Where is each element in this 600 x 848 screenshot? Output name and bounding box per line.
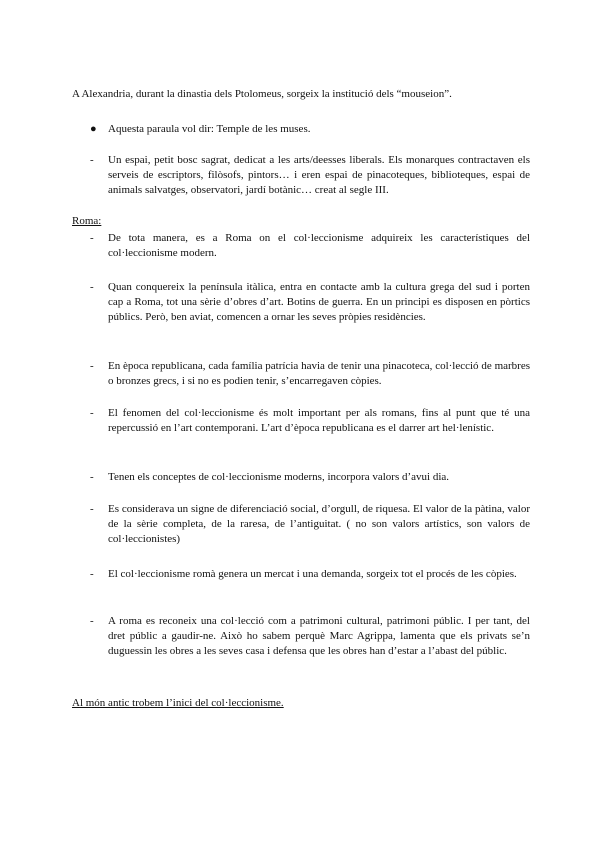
dash-marker: -: [90, 503, 94, 515]
list-item-text: Un espai, petit bosc sagrat, dedicat a les arts/deesses liberals. Els monarques contractaven els serveis de escriptors, filòsofs, pintors… i eren espai de pinacoteques, biblioteques, espai de animals salvatges, observatori, jardí botànic… creat al segle III.: [108, 154, 530, 196]
section-heading-roma: Roma:: [72, 215, 102, 227]
list-item-text: Es considerava un signe de diferenciació social, d’orgull, de riquesa. El valor de la pàtina, valor de la sèrie completa, de la raresa, de l’antiguitat. ( no son valors artístics, son valors de col·leccionistes): [108, 503, 530, 545]
list-item-text: El col·leccionisme romà genera un mercat i una demanda, sorgeix tot el procés de les còpies.: [108, 568, 517, 580]
dash-marker: -: [90, 471, 94, 483]
dash-marker: -: [90, 360, 94, 372]
list-item: [90, 280, 530, 325]
list-item: [90, 406, 530, 436]
list-item-text: El fenomen del col·leccionisme és molt important per als romans, fins al punt que té una repercussió en l’art contemporani. L’art d’època republicana es el darrer art hel·lenístic.: [108, 407, 530, 434]
list-item-dot: [90, 122, 530, 137]
closing-statement: Al món antic trobem l’inici del col·leccionisme.: [72, 697, 284, 709]
dash-marker: -: [90, 154, 94, 166]
dash-marker: -: [90, 281, 94, 293]
dash-marker: -: [90, 568, 94, 580]
dash-marker: -: [90, 615, 94, 627]
list-item-text: A roma es reconeix una col·lecció com a patrimoni cultural, patrimoni públic. I per tant, del dret públic a gaudir-ne. Això ho sabem perquè Marc Agrippa, lamenta que els privats se’n duguessin les obres a les seves casa i defensa que les obres han d’estar a l’abast del públic.: [108, 615, 530, 657]
list-item-text: Aquesta paraula vol dir: Temple de les muses.: [108, 123, 311, 135]
list-item: [90, 153, 530, 198]
list-item-text: De tota manera, es a Roma on el col·leccionisme adquireix les característiques del col·leccionisme modern.: [108, 232, 530, 259]
list-item-text: En època republicana, cada família patrícia havia de tenir una pinacoteca, col·lecció de marbres o bronzes grecs, i si no es podien tenir, s’encarregaven còpies.: [108, 360, 530, 387]
list-item: [90, 502, 530, 547]
list-item: [90, 231, 530, 261]
dash-marker: -: [90, 407, 94, 419]
list-item: [90, 470, 530, 485]
list-item: [90, 567, 530, 582]
bullet-dot-icon: ●: [90, 123, 97, 135]
list-item: [90, 614, 530, 659]
list-item-text: Quan conquereix la península itàlica, entra en contacte amb la cultura grega del sud i porten cap a Roma, tot una sèrie d’obres d’art. Botins de guerra. En un principi es disposen en pòrtics públics. Però, ben aviat, comencen a ornar les seves pròpies residències.: [108, 281, 530, 323]
dash-marker: -: [90, 232, 94, 244]
intro-paragraph: A Alexandria, durant la dinastia dels Ptolomeus, sorgeix la institució dels “mouseion”.: [72, 88, 452, 100]
list-item: [90, 359, 530, 389]
list-item-text: Tenen els conceptes de col·leccionisme moderns, incorpora valors d’avui dia.: [108, 471, 450, 483]
